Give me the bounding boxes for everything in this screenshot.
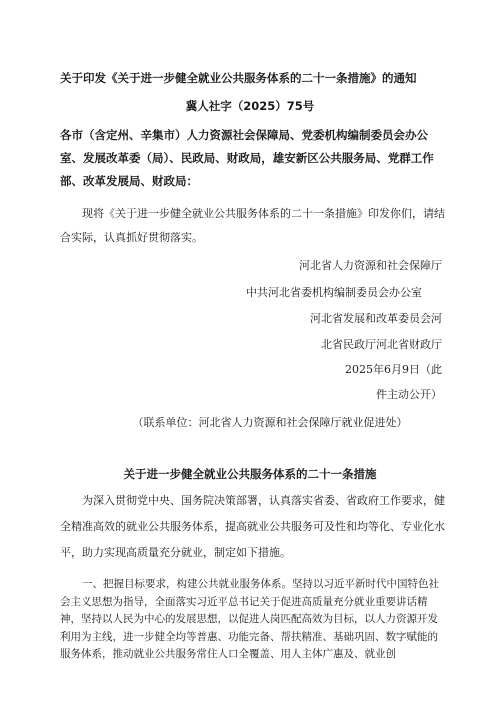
recipients: 各市（含定州、辛集市）人力资源社会保障局、党委机构编制委员会办公室、发展改革委（局）、民政局、财政局，雄安新区公共服务局、党群工作部、改革发展局、财政局：	[60, 128, 434, 188]
measures-intro: 为深入贯彻党中央、国务院决策部署，认真落实省委、省政府工作要求，健全精准高效的就业公共服务体系，提高就业公共服务可及性和均等化、专业化水平，助力实现高质量充分就业，制定如下措施。	[60, 494, 445, 559]
signature-line-4: 北省民政厅河北省财政厅	[321, 338, 442, 351]
signature-date: 2025年6月9日（此	[345, 363, 442, 376]
signature-line-3: 河北省发展和改革委员会河	[310, 312, 442, 325]
measure-article-1: 一、把握目标要求，构建公共就业服务体系。坚持以习近平新时代中国特色社会主义思想为指导，全面落实习近平总书记关于促进高质量充分就业重要讲话精神，坚持以人民为中心的发展思想，以促进人岗匹配高效为目标，以人力资源开发利用为主线，进一步健全均等普惠、功能完备、帮扶精准、基础巩固、数字赋能的服务体系，推动就业公共服务常住人口全覆盖、用人主体广惠及、就业创	[60, 578, 439, 660]
signature-line-2: 中共河北省委机构编制委员会办公室	[246, 286, 422, 299]
measures-title: 关于进一步健全就业公共服务体系的二十一条措施	[123, 467, 377, 481]
document-number: 冀人社字（2025）75号	[185, 99, 315, 113]
notice-title: 关于印发《关于进一步健全就业公共服务体系的二十一条措施》的通知	[60, 71, 417, 85]
signature-line-1: 河北省人力资源和社会保障厅	[299, 259, 442, 272]
notice-body: 现将《关于进一步健全就业公共服务体系的二十一条措施》印发你们，请结合实际，认真抓好贯彻落实。	[60, 207, 445, 244]
publication-note: 件主动公开）	[376, 388, 442, 401]
contact-unit: （联系单位：河北省人力资源和社会保障厅就业促进处）	[132, 416, 408, 429]
